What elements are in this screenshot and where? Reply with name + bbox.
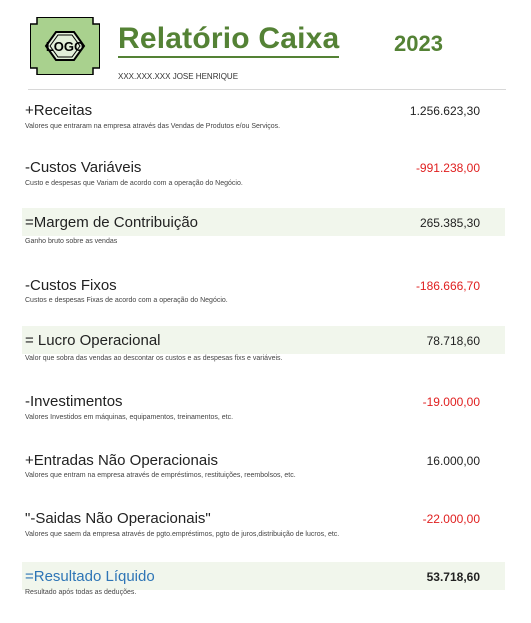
row-value: 53.718,60 bbox=[426, 570, 480, 584]
row-value: 1.256.623,30 bbox=[409, 104, 480, 118]
row-description: Valores Investidos em máquinas, equipamentos, treinamentos, etc. bbox=[25, 414, 234, 421]
page-title: Relatório Caixa bbox=[118, 22, 339, 58]
row-custos-fixos bbox=[22, 271, 505, 299]
row-label: +Receitas bbox=[25, 102, 93, 119]
header-divider bbox=[28, 89, 506, 90]
row-investimentos bbox=[22, 387, 505, 415]
row-label: +Entradas Não Operacionais bbox=[25, 452, 219, 469]
report-header bbox=[0, 0, 531, 90]
row-description: Valores que entraram na empresa através das Vendas de Produtos e/ou Serviços. bbox=[25, 123, 281, 130]
row-lucro-operacional bbox=[22, 326, 505, 354]
row-description: Custos e despesas Fixas de acordo com a operação do Negócio. bbox=[25, 297, 228, 304]
row-label: -Custos Variáveis bbox=[25, 159, 142, 176]
row-description: Valores que saem da empresa através de pgto.empréstimos, pgto de juros,distribuição de lucros, etc. bbox=[25, 531, 340, 538]
row-label: "-Saidas Não Operacionais" bbox=[25, 510, 211, 527]
row-resultado-liquido bbox=[22, 562, 505, 590]
row-value: 265.385,30 bbox=[419, 216, 480, 230]
row-description: Resultado após todas as deduções. bbox=[25, 589, 137, 596]
row-entradas-nao-operacionais bbox=[22, 446, 505, 474]
row-value: -22.000,00 bbox=[422, 512, 480, 526]
row-receitas bbox=[22, 96, 505, 124]
row-label: -Investimentos bbox=[25, 393, 123, 410]
company-subtitle: XXX.XXX.XXX JOSE HENRIQUE bbox=[118, 72, 239, 81]
row-description: Custo e despesas que Variam de acordo com a operação do Negócio. bbox=[25, 180, 243, 187]
row-custos-variaveis bbox=[22, 153, 505, 181]
row-value: -991.238,00 bbox=[415, 161, 480, 175]
row-label: = Lucro Operacional bbox=[25, 332, 161, 349]
logo-text: LOGO bbox=[45, 39, 85, 54]
row-description: Valor que sobra das vendas ao descontar os custos e as despesas fixs e variáveis. bbox=[25, 355, 283, 362]
report-year: 2023 bbox=[394, 31, 443, 56]
row-saidas-nao-operacionais bbox=[22, 504, 505, 532]
row-label: -Custos Fixos bbox=[25, 277, 117, 294]
row-label: =Margem de Contribuição bbox=[25, 214, 199, 231]
logo-image bbox=[30, 17, 100, 75]
row-description: Ganho bruto sobre as vendas bbox=[25, 238, 118, 245]
row-description: Valores que entram na empresa através de empréstimos, restituições, reembolsos, etc. bbox=[25, 472, 296, 479]
row-margem-contribuicao bbox=[22, 208, 505, 236]
row-value: 16.000,00 bbox=[426, 454, 480, 468]
row-label: =Resultado Líquido bbox=[25, 568, 155, 585]
row-value: -19.000,00 bbox=[422, 395, 480, 409]
row-value: -186.666,70 bbox=[415, 279, 480, 293]
row-value: 78.718,60 bbox=[426, 334, 480, 348]
